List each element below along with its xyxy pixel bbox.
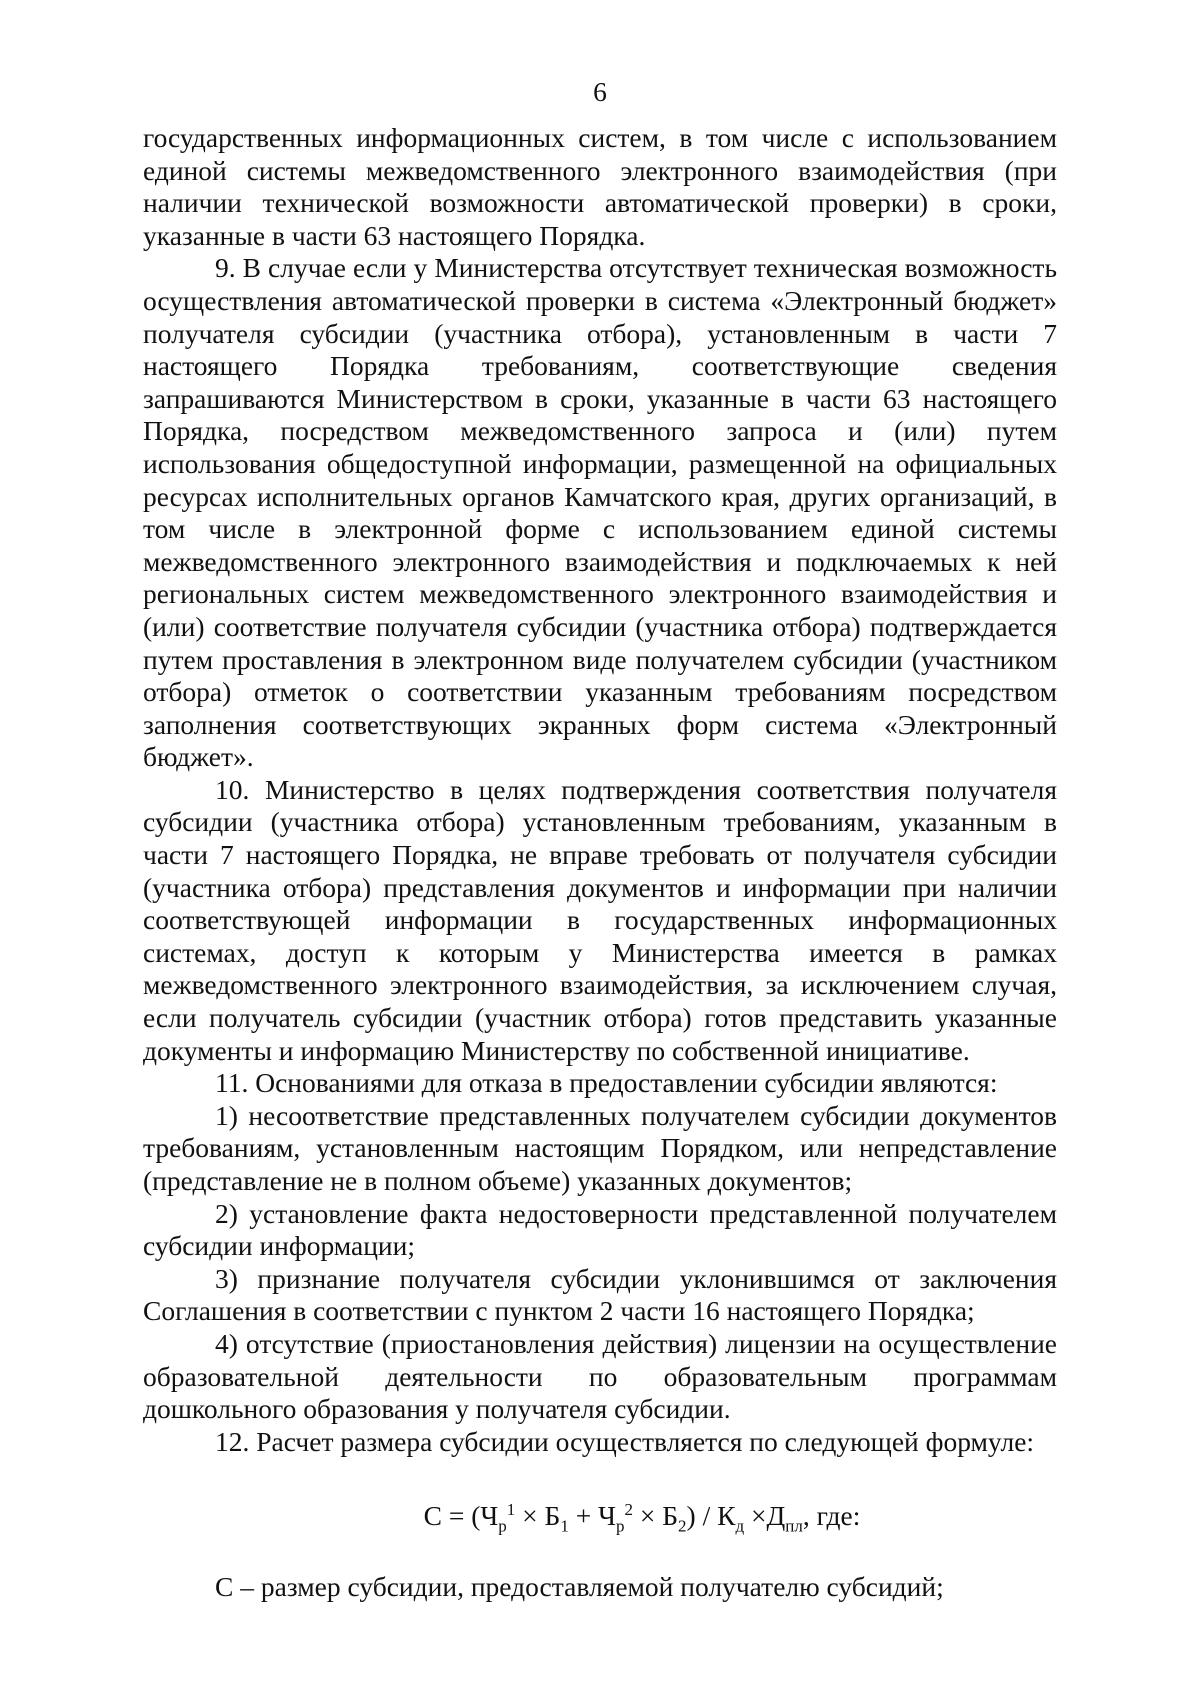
formula-sub-1: 1 — [560, 1516, 569, 1536]
paragraph-10: 10. Министерство в целях подтверждения соответствия получателя субсидии (участника отбора) установленным требованиям, указанным в части 7 настоящего Порядка, не вправе требовать от получателя субсидии (участника отбора) представления документов и информации при наличии соответствующей информации в государственных информационных системах, доступ к которым у Министерства имеется в рамках межведомственного электронного взаимодействия, за исключением случая, если получатель субсидии (участник отбора) готов представить указанные документы и информацию Министерству по собственной инициативе. — [143, 773, 1057, 1066]
formula-sup-2: 2 — [624, 1500, 633, 1520]
definition-c: С – размер субсидии, предоставляемой получателю субсидий; — [215, 1570, 944, 1602]
list-item-3: 3) признание получателя субсидии уклонившимся от заключения Соглашения в соответствии с пунктом 2 части 16 настоящего Порядка; — [143, 1262, 1057, 1327]
document-body — [143, 122, 1057, 1604]
page-number: 6 — [593, 76, 607, 107]
formula-eq: = ( — [441, 1500, 481, 1532]
paragraph-11: 11. Основаниями для отказа в предоставлении субсидии являются: — [215, 1067, 998, 1099]
formula-sub-d: д — [735, 1516, 745, 1536]
formula-sup-1: 1 — [506, 1500, 516, 1520]
formula-c: С — [423, 1500, 442, 1532]
formula-sub-r2: р — [615, 1516, 625, 1536]
formula-mul-b1: × Б — [515, 1500, 561, 1532]
paragraph-continuation: государственных информационных систем, в том числе с использованием единой системы межведомственного электронного взаимодействия (при наличии технической возможности автоматической проверки) в сроки, указанные в части 63 настоящего Порядка. — [143, 122, 1057, 251]
paragraph-9: 9. В случае если у Министерства отсутствует техническая возможность осуществления автоматической проверки в система «Электронный бюджет» получателя субсидии (участника отбора), установленным в части 7 настоящего Порядка требованиям, соответствующие сведения запрашиваются Министерством в сроки, указанные в части 63 настоящего Порядка, посредством межведомственного запроса и (или) путем использования общедоступной информации, размещенной на официальных ресурсах исполнительных органов Камчатского края, других организаций, в том числе в электронной форме с использованием единой системы межведомственного электронного взаимодействия и подключаемых к ней региональных систем межведомственного электронного взаимодействия и (или) соответствие получателя субсидии (участника отбора) подтверждается путем проставления в электронном виде получателем субсидии (участником отбора) отметок о соответствии указанным требованиям посредством заполнения соответствующих экранных форм система «Электронный бюджет». — [143, 252, 1057, 773]
list-item-4: 4) отсутствие (приостановления действия) лицензии на осуществление образовательной деятельности по образовательным программам дошкольного образования у получателя субсидии. — [143, 1327, 1057, 1425]
list-item-1: 1) несоответствие представленных получателем субсидии документов требованиям, установленным настоящим Порядком, или непредставление (представление не в полном объеме) указанных документов; — [143, 1099, 1057, 1196]
list-item-2: 2) установление факта недостоверности представленной получателем субсидии информации; — [143, 1197, 1057, 1262]
subsidy-formula — [143, 1500, 1057, 1536]
formula-sub-2: 2 — [678, 1516, 687, 1536]
formula-mul-b2: × Б — [632, 1500, 679, 1532]
formula-div-k: ) / К — [686, 1500, 736, 1532]
paragraph-12: 12. Расчет размера субсидии осуществляется по следующей формуле: — [215, 1425, 1035, 1457]
formula-ch: Ч — [480, 1500, 499, 1532]
formula-plus: + Ч — [568, 1500, 616, 1532]
formula-sub-r1: р — [498, 1516, 507, 1536]
formula-mul-d: ×Д — [744, 1500, 786, 1532]
formula-sub-pl: пл — [785, 1516, 803, 1536]
formula-tail: , где: — [802, 1500, 861, 1532]
